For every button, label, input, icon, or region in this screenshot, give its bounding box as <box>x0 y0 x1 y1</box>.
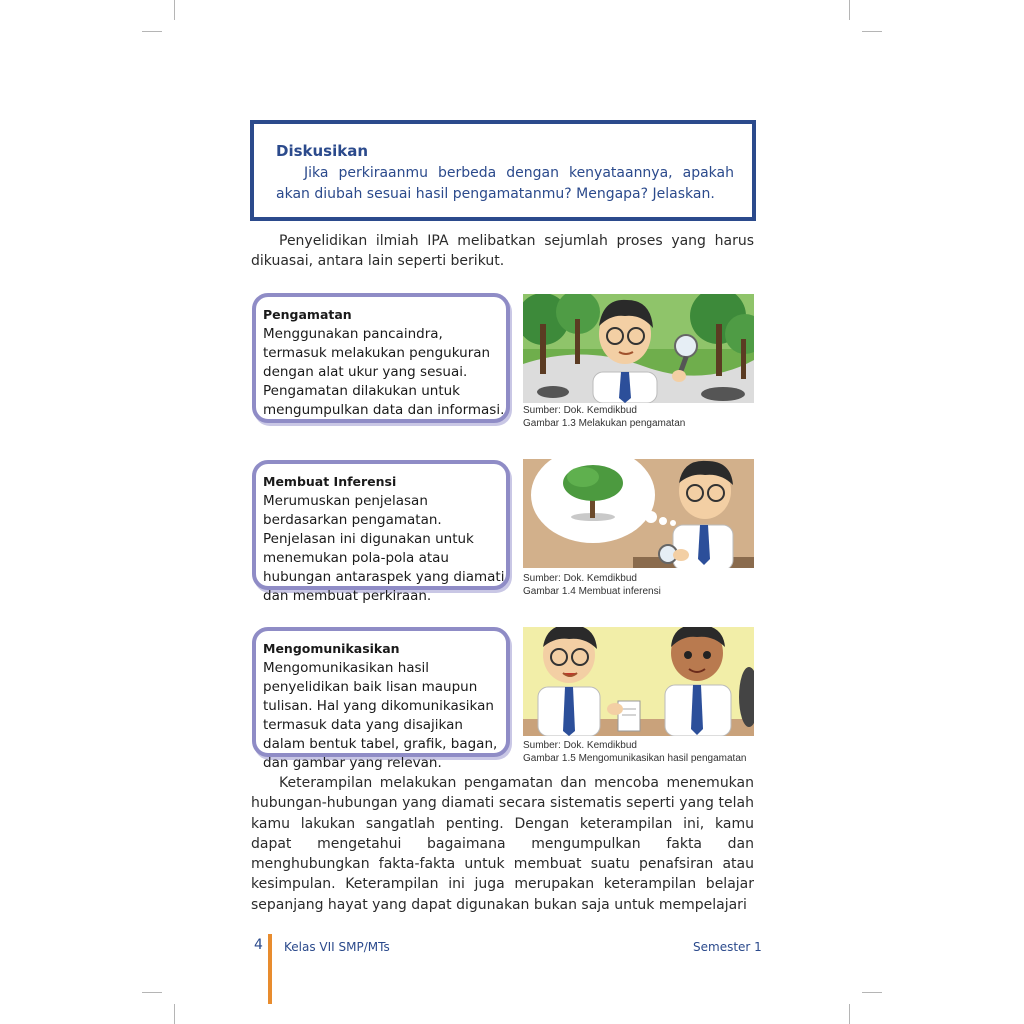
figure-caption <box>523 739 758 765</box>
process-title: Mengomunikasikan <box>263 641 400 656</box>
crop-mark <box>849 1004 850 1024</box>
process-description: Merumuskan penjelasan berdasarkan pengamatan. Penjelasan ini digunakan untuk menemukan pola-pola atau hubungan antaraspek yang diamati dan membuat perkiraan. <box>263 493 505 604</box>
intro-paragraph: Penyelidikan ilmiah IPA melibatkan sejumlah proses yang harus dikuasai, antara lain seperti berikut. <box>251 233 754 270</box>
process-title: Pengamatan <box>263 307 352 322</box>
process-card-inference <box>252 460 510 604</box>
figure-source: Sumber: Dok. Kemdikbud <box>523 740 637 751</box>
figure-label: Gambar 1.5 Mengomunikasikan hasil pengamatan <box>523 753 747 764</box>
closing-paragraph: Keterampilan melakukan pengamatan dan mencoba menemukan hubungan-hubungan yang diamati secara sistematis seperti yang telah kamu lakukan sangatlah penting. Dengan keterampilan ini, kamu dapat mengetahui bagaimana mengumpulkan fakta dan menghubungkan fakta-fakta untuk membuat suatu penafsiran atau kesimpulan. Keterampilan ini juga merupakan keterampilan belajar sepanjang hayat yang dapat digunakan bukan saja untuk mempelajari <box>251 775 754 913</box>
crop-mark <box>862 31 882 32</box>
footer-semester-label: Semester 1 <box>693 940 762 954</box>
crop-mark <box>862 992 882 993</box>
process-card-observation <box>252 293 510 423</box>
process-description: Menggunakan pancaindra, termasuk melakukan pengukuran dengan alat ukur yang sesuai. Pengamatan dilakukan untuk mengumpulkan data dan informasi. <box>263 326 505 418</box>
crop-mark <box>142 992 162 993</box>
process-card-communicating <box>252 627 510 771</box>
figure-caption <box>523 572 758 598</box>
figure-source: Sumber: Dok. Kemdikbud <box>523 405 637 416</box>
crop-mark <box>174 0 175 20</box>
figure-source: Sumber: Dok. Kemdikbud <box>523 573 637 584</box>
illustration-observation <box>523 294 754 403</box>
figure-caption <box>523 404 758 430</box>
discussion-title: Diskusikan <box>276 142 369 160</box>
process-title: Membuat Inferensi <box>263 474 397 489</box>
page-number: 4 <box>254 937 263 953</box>
illustration-inference <box>523 459 754 568</box>
illustration-communicating <box>523 627 754 736</box>
discussion-box <box>250 120 756 221</box>
footer-accent-bar <box>268 934 272 1004</box>
crop-mark <box>142 31 162 32</box>
crop-mark <box>174 1004 175 1024</box>
figure-label: Gambar 1.3 Melakukan pengamatan <box>523 418 686 429</box>
process-description: Mengomunikasikan hasil penyelidikan baik lisan maupun tulisan. Hal yang dikomunikasikan termasuk data yang disajikan dalam bentuk tabel, grafik, bagan, dan gambar yang relevan. <box>263 660 498 771</box>
discussion-text: Jika perkiraanmu berbeda dengan kenyataannya, apakah akan diubah sesuai hasil pengamatanmu? Mengapa? Jelaskan. <box>276 165 734 202</box>
footer-class-label: Kelas VII SMP/MTs <box>284 940 390 954</box>
crop-mark <box>849 0 850 20</box>
figure-label: Gambar 1.4 Membuat inferensi <box>523 586 661 597</box>
